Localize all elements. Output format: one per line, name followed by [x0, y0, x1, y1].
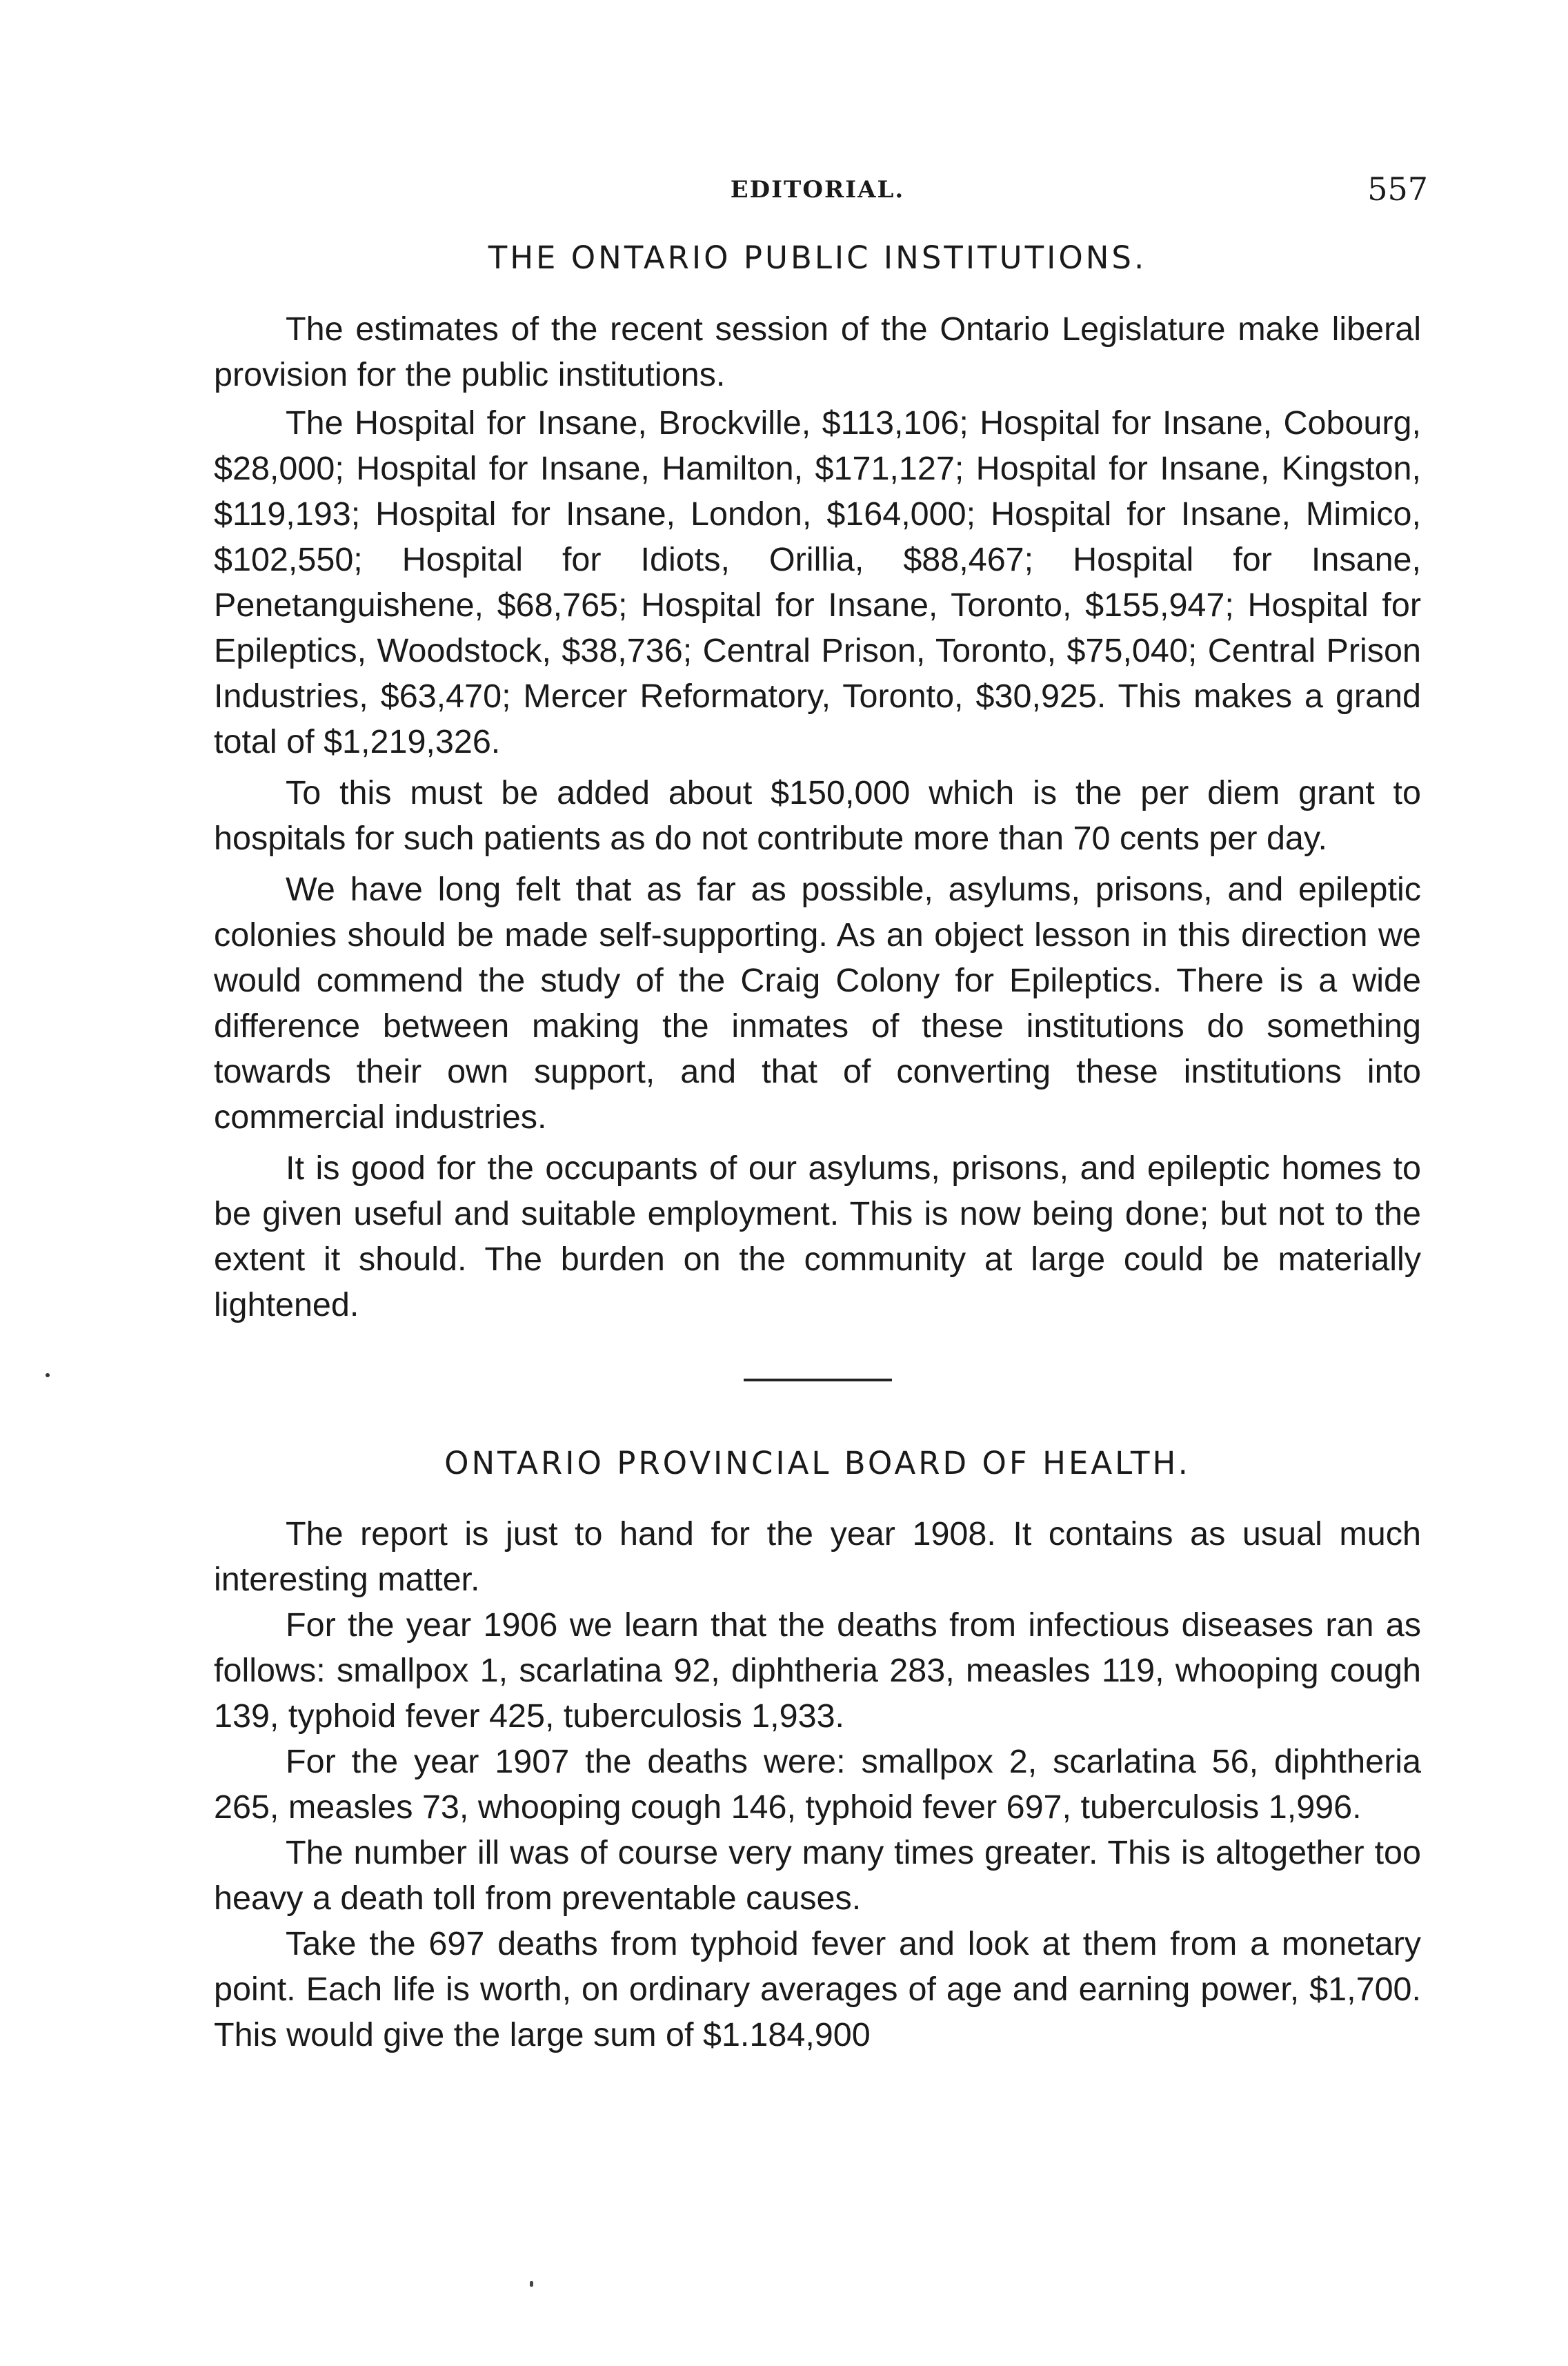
document-page: [214, 170, 1428, 2058]
paragraph: The Hospital for Insane, Brockville, $113,106; Hospital for Insane, Cobourg, $28,000; Hospital for Insane, Hamilton, $171,127; Hospital for Insane, Kingston, $119,193; Hospital for Insane, London, $164,000; Hospital for Insane, Mimico, $102,550; Hospital for Idiots, Orillia, $88,467; Hospital for Insane, Penetanguishene, $68,765; Hospital for Insane, Toronto, $155,947; Hospital for Epileptics, Woodstock, $38,736; Central Prison, Toronto, $75,040; Central Prison Industries, $63,470; Mercer Reformatory, Toronto, $30,925. This makes a grand total of $1,219,326.: [214, 404, 1421, 760]
paragraph: For the year 1906 we learn that the deaths from infectious diseases ran as follows: smallpox 1, scarlatina 92, diphtheria 283, measles 119, whooping cough 139, typhoid fever 425, tuberculosis 1,933.: [214, 1606, 1421, 1735]
scan-speck: [530, 2281, 533, 2287]
section-title: ONTARIO PROVINCIAL BOARD OF HEALTH.: [444, 1444, 1191, 1481]
section-ontario-public-institutions: [214, 238, 1421, 1328]
page-number: 557: [1367, 170, 1428, 208]
scan-speck: [46, 1373, 50, 1377]
paragraph: The report is just to hand for the year 1908. It contains as usual much interesting matter.: [214, 1515, 1421, 1598]
section-title: THE ONTARIO PUBLIC INSTITUTIONS.: [488, 239, 1147, 276]
paragraph: Take the 697 deaths from typhoid fever and look at them from a monetary point. Each life is worth, on ordinary averages of age and earning power, $1,700. This would give the large sum of $1.184,900: [214, 1925, 1421, 2053]
paragraph: To this must be added about $150,000 which is the per diem grant to hospitals for such patients as do not contribute more than 70 cents per day.: [214, 773, 1421, 857]
paragraph: It is good for the occupants of our asylums, prisons, and epileptic homes to be given useful and suitable employment. This is now being done; but not to the extent it should. The burden on the community at large could be materially lightened.: [214, 1149, 1421, 1323]
section-divider: [744, 1379, 892, 1381]
section-provincial-board-of-health: [214, 1443, 1421, 2058]
paragraph: For the year 1907 the deaths were: smallpox 2, scarlatina 56, diphtheria 265, measles 73, whooping cough 146, typhoid fever 697, tuberculosis 1,996.: [214, 1743, 1421, 1826]
paragraph: We have long felt that as far as possible, asylums, prisons, and epileptic colonies should be made self-supporting. As an object lesson in this direction we would commend the study of the Craig Colony for Epileptics. There is a wide difference between making the inmates of these institutions do something towards their own support, and that of converting these institutions into commercial industries.: [214, 870, 1421, 1136]
paragraph: The number ill was of course very many times greater. This is altogether too heavy a death toll from preventable causes.: [214, 1834, 1421, 1917]
running-head-title: EDITORIAL.: [730, 176, 905, 204]
paragraph: The estimates of the recent session of the Ontario Legislature make liberal provision for the public institutions.: [214, 310, 1421, 393]
running-head: [214, 170, 1428, 224]
